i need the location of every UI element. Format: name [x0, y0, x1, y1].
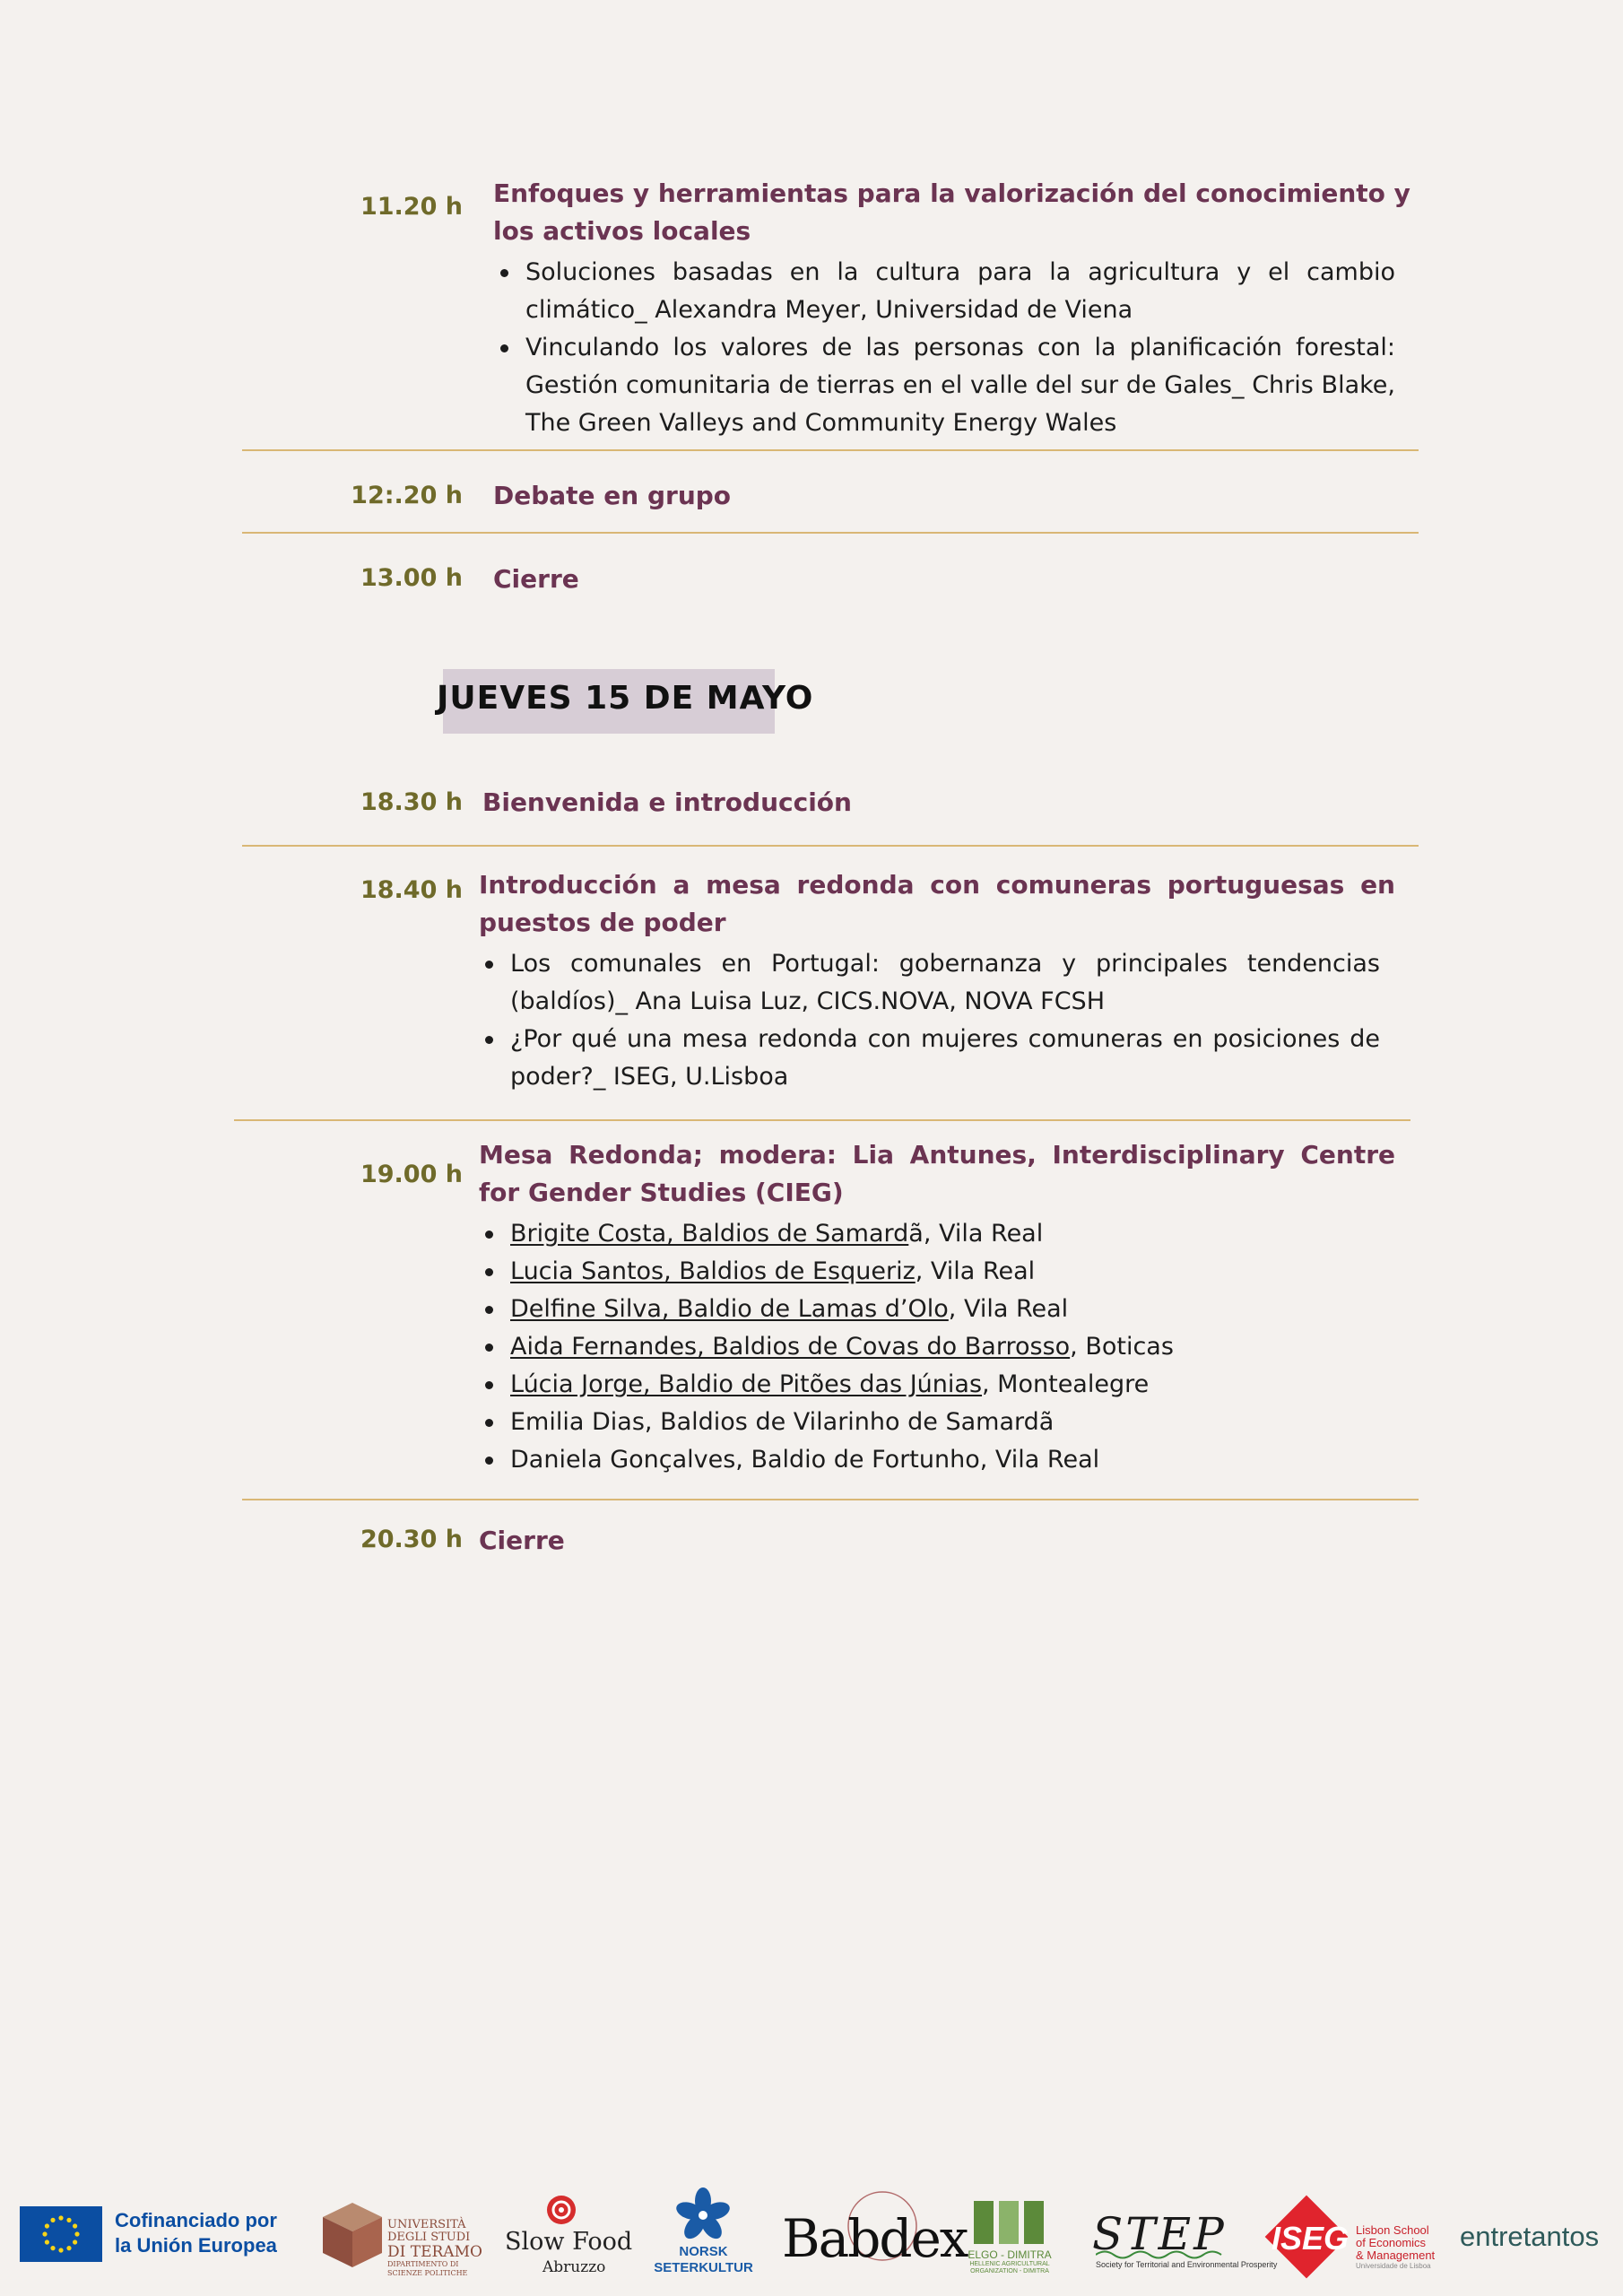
divider: [242, 1499, 1419, 1500]
divider: [234, 1119, 1410, 1121]
session-time: 11.20 h: [360, 193, 463, 221]
eu-text-line: la Unión Europea: [115, 2234, 277, 2257]
list-item: [478, 1366, 1384, 1404]
session-bullets: [493, 254, 1395, 442]
panelist-location: Emilia Dias, Baldios de Vilarinho de Samardã: [510, 1408, 1055, 1436]
session-title: Cierre: [479, 1526, 565, 1555]
list-item: [478, 1291, 1384, 1328]
panelist-location: ã, Vila Real: [908, 1220, 1044, 1248]
session-time: 13.00 h: [360, 564, 463, 592]
lisbon-school-text: [1356, 2224, 1435, 2271]
session-time: 18.30 h: [360, 788, 463, 816]
session-title: Introducción a mesa redonda con comuneras portuguesas en puestos de poder: [479, 870, 1395, 937]
slow-food-logo-text: Slow Food: [505, 2228, 633, 2256]
session-bullets: [478, 945, 1380, 1096]
list-item: Vinculando los valores de las personas con la planificación forestal: Gestión comunitaria de tierras en el valle del sur de Gales_ Chris Blake, The Green Valleys and Community Energy Wales: [493, 329, 1395, 442]
list-item: [478, 1215, 1384, 1253]
panelist-location: , Montealegre: [982, 1370, 1150, 1398]
session-time: 20.30 h: [360, 1526, 463, 1553]
list-item: Soluciones basadas en la cultura para la agricultura y el cambio climático_ Alexandra Meyer, Universidad de Viena: [493, 254, 1395, 329]
session-time: 19.00 h: [360, 1161, 463, 1188]
step-logo-text: STEP: [1092, 2208, 1227, 2260]
teramo-line: UNIVERSITÀ: [387, 2218, 466, 2231]
wheat-icon: [970, 2197, 1053, 2251]
session-title: Bienvenida e introducción: [482, 787, 852, 817]
elgo-line: HELLENIC AGRICULTURAL: [969, 2261, 1050, 2267]
list-item: [478, 1441, 1384, 1479]
teramo-line: DEGLI STUDI: [387, 2231, 471, 2244]
eu-text-line: Cofinanciado por: [115, 2209, 277, 2231]
babdex-logo-text: Babdex: [782, 2208, 968, 2269]
lisbon-line: Universidade de Lisboa: [1356, 2262, 1431, 2270]
panelist-location: , Vila Real: [915, 1257, 1036, 1285]
session-time: 12:.20 h: [351, 482, 463, 509]
teramo-cube-icon: [319, 2199, 386, 2274]
panelist-name: Aida Fernandes, Baldios de Covas do Barrosso: [510, 1333, 1071, 1361]
slow-food-subtitle: Abruzzo: [542, 2258, 606, 2276]
flower-icon: [674, 2187, 732, 2248]
eu-flag-logo: [20, 2206, 102, 2262]
divider: [242, 449, 1419, 451]
teramo-line: DI TERAMO: [387, 2243, 482, 2261]
elgo-line: ORGANIZATION - DIMITRA: [970, 2268, 1049, 2274]
list-item: [478, 1328, 1384, 1366]
list-item: Los comunales en Portugal: gobernanza y principales tendencias (baldíos)_ Ana Luisa Luz, CICS.NOVA, NOVA FCSH: [478, 945, 1380, 1021]
iseg-logo-text: ISEG: [1271, 2220, 1350, 2257]
elgo-line: ELGO - DIMITRA: [968, 2248, 1052, 2261]
session-title: Enfoques y herramientas para la valorización del conocimiento y los activos locales: [493, 178, 1410, 246]
list-item: [478, 1253, 1384, 1291]
norsk-seterkultur-text: [652, 2244, 755, 2276]
day-heading: JUEVES 15 DE MAYO: [437, 680, 814, 717]
list-item: ¿Por qué una mesa redonda con mujeres comuneras en posiciones de poder?_ ISEG, U.Lisboa: [478, 1021, 1380, 1096]
panelist-name: Lúcia Jorge, Baldio de Pitões das Júnias: [510, 1370, 983, 1398]
lisbon-line: & Management: [1356, 2248, 1436, 2262]
eu-cofinanced-text: [115, 2208, 277, 2258]
panelist-name: Brigite Costa, Baldios de Samard: [510, 1220, 909, 1248]
teramo-line: DIPARTIMENTO DI: [387, 2260, 459, 2268]
snail-icon: [543, 2192, 579, 2231]
elgo-dimitra-text: [967, 2249, 1053, 2275]
step-subtitle: Society for Territorial and Environmental Prosperity: [1096, 2260, 1278, 2269]
norsk-line: NORSK: [679, 2244, 728, 2259]
session-title: Cierre: [493, 564, 579, 594]
teramo-line: SCIENZE POLITICHE: [387, 2269, 468, 2277]
panelist-location: Daniela Gonçalves, Baldio de Fortunho, Vila Real: [510, 1446, 1100, 1474]
divider: [242, 532, 1419, 534]
session-title: Debate en grupo: [493, 481, 732, 510]
session-time: 18.40 h: [360, 876, 463, 904]
panel-list: [478, 1215, 1384, 1479]
panelist-name: Lucia Santos, Baldios de Esqueriz: [510, 1257, 916, 1285]
norsk-line: SETERKULTUR: [654, 2260, 753, 2275]
teramo-university-text: [387, 2219, 482, 2278]
lisbon-line: of Economics: [1356, 2236, 1427, 2249]
panelist-location: , Boticas: [1070, 1333, 1174, 1361]
list-item: [478, 1404, 1384, 1441]
lisbon-line: Lisbon School: [1356, 2223, 1429, 2237]
session-title: Mesa Redonda; modera: Lia Antunes, Interdisciplinary Centre for Gender Studies (CIEG): [479, 1140, 1395, 1207]
panelist-location: , Vila Real: [948, 1295, 1069, 1323]
divider: [242, 845, 1419, 847]
entretantos-logo-text: entretantos: [1460, 2221, 1600, 2252]
panelist-name: Delfine Silva, Baldio de Lamas d’Olo: [510, 1295, 949, 1323]
